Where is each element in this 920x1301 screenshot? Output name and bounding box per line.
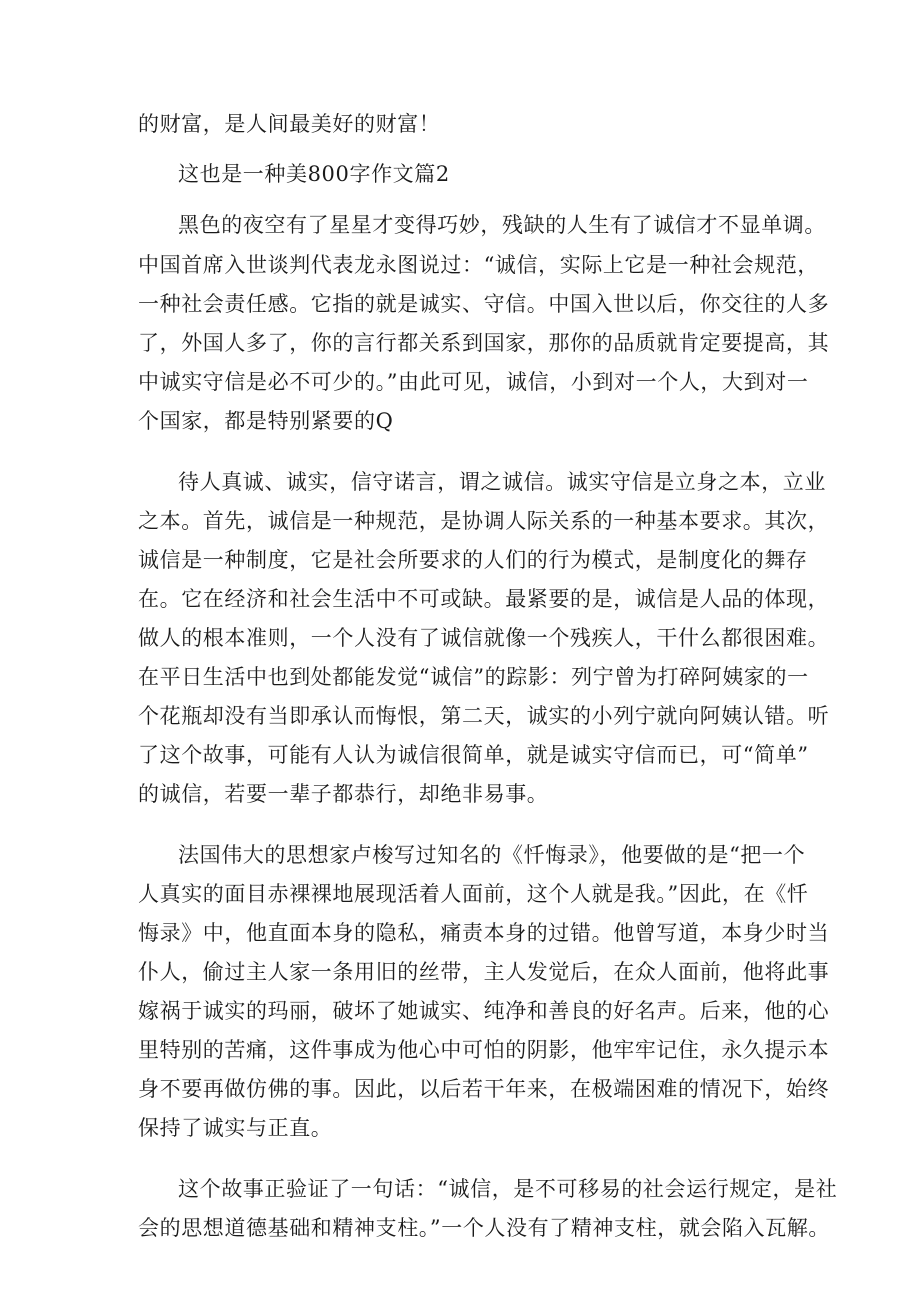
text-line: 做人的根本准则，一个人没有了诚信就像一个残疾人，干什么都很困难。 bbox=[138, 626, 830, 650]
text-line: 个国家，都是特别紧要的Q bbox=[138, 409, 394, 433]
text-line: 嫁祸于诚实的玛丽，破坏了她诚实、纯净和善良的好名声。后来，他的心 bbox=[138, 999, 830, 1023]
text-line: 里特别的苦痛，这件事成为他心中可怕的阴影，他牢牢记住，永久提示本 bbox=[138, 1038, 830, 1062]
text-line: 了这个故事，可能有人认为诚信很简单，就是诚实守信而已，可“简单” bbox=[138, 743, 809, 767]
text-line: 保持了诚实与正直。 bbox=[138, 1116, 333, 1140]
text-line: 中国首席入世谈判代表龙永图说过：“诚信，实际上它是一种社会规范， bbox=[138, 253, 819, 277]
text-line: 的财富，是人间最美好的财富！ bbox=[138, 112, 441, 136]
text-line: 会的思想道德基础和精神支柱。”一个人没有了精神支柱，就会陷入瓦解。 bbox=[138, 1216, 831, 1240]
text-line: 诚信是一种制度，它是社会所要求的人们的行为模式，是制度化的舞存 bbox=[138, 548, 808, 572]
text-line: 了，外国人多了，你的言行都关系到国家，那你的品质就肯定要提高，其 bbox=[138, 331, 830, 355]
text-line: 待人真诚、诚实，信守诺言，谓之诚信。诚实守信是立身之本，立业 bbox=[178, 470, 826, 494]
text-line: 这个故事正验证了一句话：“诚信，是不可移易的社会运行规定，是社 bbox=[178, 1177, 838, 1201]
section-heading: 这也是一种美800字作文篇2 bbox=[178, 162, 450, 186]
text-line: 之本。首先，诚信是一种规范，是协调人际关系的一种基本要求。其次， bbox=[138, 509, 830, 533]
text-line: 一种社会责任感。它指的就是诚实、守信。中国入世以后，你交往的人多 bbox=[138, 292, 830, 316]
text-line: 个花瓶却没有当即承认而悔恨，第二天，诚实的小列宁就向阿姨认错。听 bbox=[138, 704, 830, 728]
text-line: 在。它在经济和社会生活中不可或缺。最紧要的是，诚信是人品的体现， bbox=[138, 587, 830, 611]
text-line: 法国伟大的思想家卢梭写过知名的《忏悔录》，他要做的是“把一个 bbox=[178, 843, 806, 867]
text-line: 黑色的夜空有了星星才变得巧妙，残缺的人生有了诚信才不显单调。 bbox=[178, 213, 826, 237]
text-line: 在平日生活中也到处都能发觉“诚信”的踪影：列宁曾为打碎阿姨家的一 bbox=[138, 665, 809, 689]
text-line: 人真实的面目赤裸裸地展现活着人面前，这个人就是我。”因此，在《忏 bbox=[138, 882, 809, 906]
text-line: 仆人，偷过主人家一条用旧的丝带，主人发觉后，在众人面前，他将此事 bbox=[138, 960, 830, 984]
text-line: 的诚信，若要一辈子都恭行，却绝非易事。 bbox=[138, 782, 549, 806]
text-line: 中诚实守信是必不可少的。”由此可见，诚信，小到对一个人，大到对一 bbox=[138, 370, 809, 394]
text-line: 悔录》中，他直面本身的隐私，痛责本身的过错。他曾写道，本身少时当 bbox=[138, 921, 830, 945]
text-line: 身不要再做仿佛的事。因此，以后若干年来，在极端困难的情况下，始终 bbox=[138, 1077, 830, 1101]
